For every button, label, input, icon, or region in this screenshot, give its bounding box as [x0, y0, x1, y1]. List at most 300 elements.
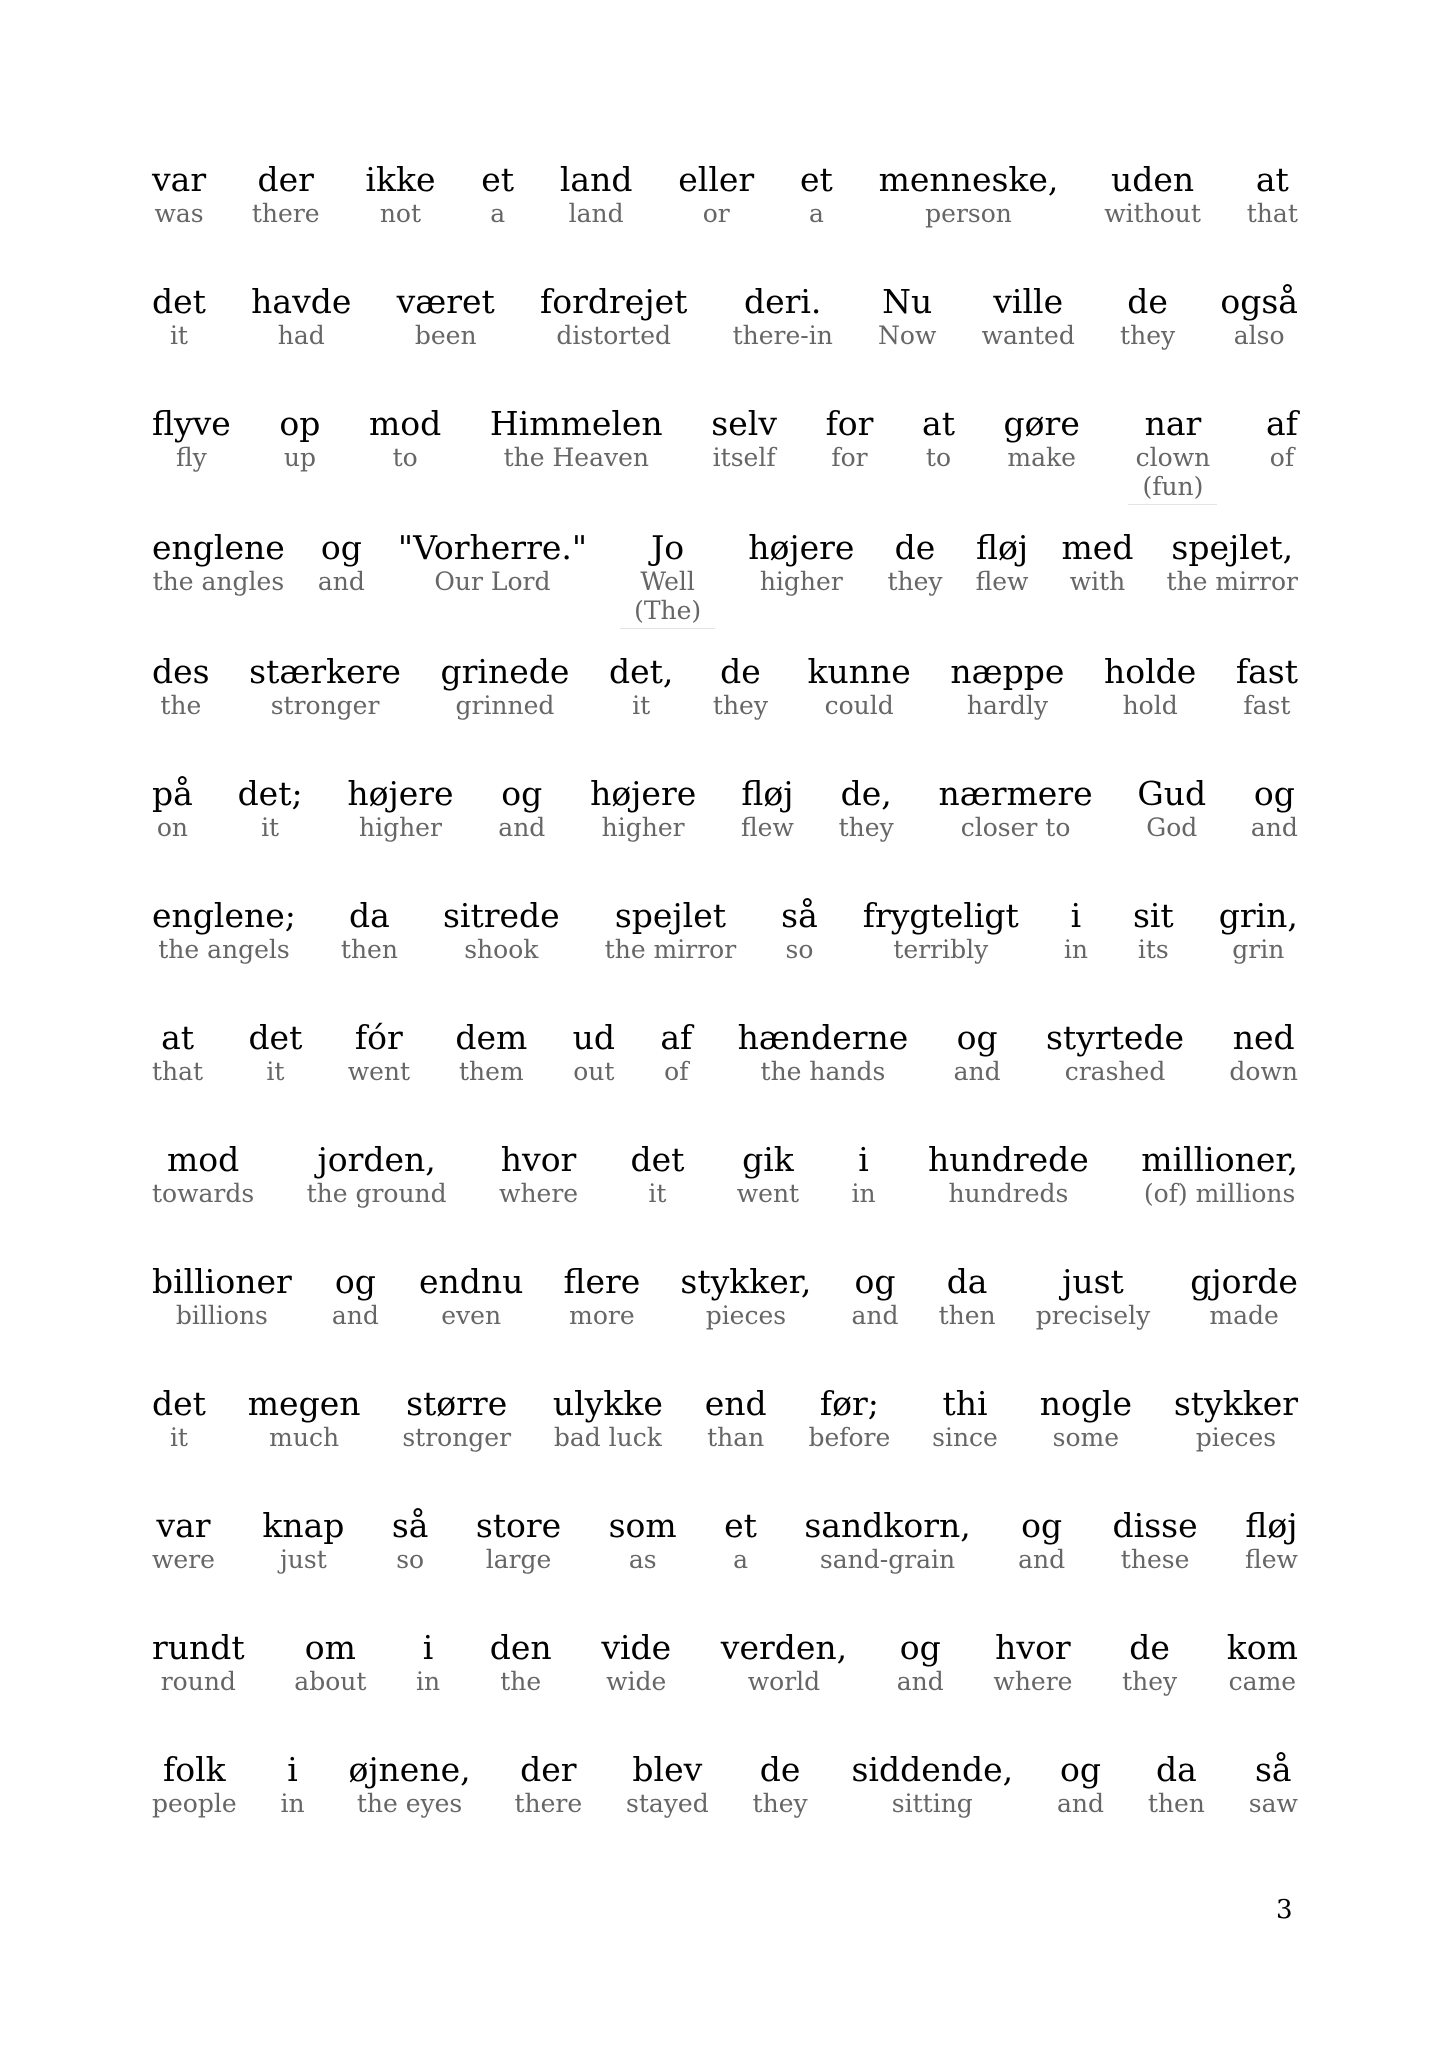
word-pair: [152, 1262, 292, 1330]
english-gloss: stronger: [402, 1423, 512, 1452]
word-pair: [711, 404, 777, 505]
danish-word: ned: [1232, 1018, 1295, 1057]
word-pair: [152, 404, 231, 505]
word-pair: [705, 1384, 767, 1452]
word-pair: [737, 1140, 799, 1208]
danish-word: og: [501, 774, 543, 813]
danish-word: just: [1062, 1262, 1124, 1301]
word-pair: [397, 282, 495, 350]
english-gloss: fast: [1243, 691, 1291, 720]
danish-word: også: [1220, 282, 1298, 321]
danish-word: endnu: [418, 1262, 524, 1301]
english-gloss: could: [824, 691, 894, 720]
english-gloss: they: [887, 567, 943, 596]
interlinear-line: [152, 1750, 1298, 1818]
danish-word: grin,: [1218, 896, 1298, 935]
word-pair: [1251, 774, 1298, 842]
english-gloss: it: [261, 813, 280, 842]
english-gloss: flew: [741, 813, 794, 842]
danish-word: og: [899, 1628, 941, 1667]
word-pair: [839, 774, 894, 842]
danish-word: ikke: [365, 160, 436, 199]
danish-word: de,: [840, 774, 892, 813]
danish-word: grinede: [440, 652, 570, 691]
interlinear-line: [152, 1140, 1298, 1208]
word-pair: [252, 160, 320, 228]
english-gloss: some: [1052, 1423, 1120, 1452]
word-pair: [281, 1750, 305, 1818]
word-pair: [152, 1018, 203, 1086]
danish-word: kunne: [807, 652, 911, 691]
english-gloss: wide: [606, 1667, 667, 1696]
danish-word: ulykke: [552, 1384, 663, 1423]
danish-word: Jo: [651, 528, 685, 567]
word-pair: [721, 1628, 847, 1696]
english-gloss-note: (fun): [1128, 472, 1217, 505]
word-pair: [499, 1140, 578, 1208]
word-pair: [982, 282, 1075, 350]
danish-word: nogle: [1039, 1384, 1133, 1423]
danish-word: blev: [632, 1750, 703, 1789]
word-pair: [950, 652, 1064, 720]
word-pair: [514, 1750, 582, 1818]
word-pair: [347, 774, 453, 842]
english-gloss: precisely: [1035, 1301, 1151, 1330]
word-pair: [630, 1140, 684, 1208]
english-gloss: the mirror: [604, 935, 737, 964]
english-gloss: and: [317, 567, 365, 596]
danish-word: op: [279, 404, 321, 443]
danish-word: kom: [1226, 1628, 1298, 1667]
danish-word: hænderne: [737, 1018, 909, 1057]
danish-word: og: [956, 1018, 998, 1057]
word-pair: [318, 528, 365, 629]
english-gloss: saw: [1248, 1789, 1298, 1818]
english-gloss: people: [152, 1789, 237, 1818]
english-gloss: flew: [975, 567, 1029, 596]
english-gloss: then: [938, 1301, 996, 1330]
english-gloss: them: [459, 1057, 524, 1086]
word-pair: [1249, 1750, 1298, 1818]
danish-word: stykker,: [680, 1262, 812, 1301]
english-gloss: and: [498, 813, 546, 842]
danish-word: flyve: [152, 404, 231, 443]
danish-word: englene: [152, 528, 285, 567]
english-gloss: large: [485, 1545, 552, 1574]
word-pair: [748, 528, 854, 629]
danish-word: det,: [608, 652, 674, 691]
word-pair: [1004, 404, 1080, 505]
danish-word: et: [481, 160, 515, 199]
interlinear-line: [152, 652, 1298, 720]
english-gloss: much: [269, 1423, 340, 1452]
danish-word: nærmere: [938, 774, 1093, 813]
danish-word: og: [1059, 1750, 1101, 1789]
danish-word: før;: [819, 1384, 879, 1423]
danish-word: flere: [563, 1262, 641, 1301]
danish-word: jorden,: [317, 1140, 436, 1179]
english-gloss: it: [648, 1179, 667, 1208]
word-pair: [476, 1506, 561, 1574]
word-pair: [152, 1384, 206, 1452]
word-pair: [826, 404, 874, 505]
danish-word: hvor: [500, 1140, 577, 1179]
danish-word: styrtede: [1046, 1018, 1185, 1057]
danish-word: end: [704, 1384, 767, 1423]
english-gloss: and: [896, 1667, 944, 1696]
english-gloss: a: [733, 1545, 748, 1574]
word-pair: [152, 160, 206, 228]
english-gloss: the: [500, 1667, 542, 1696]
word-pair: [152, 652, 210, 720]
english-gloss: in: [1063, 935, 1088, 964]
interlinear-line: [152, 1506, 1298, 1574]
word-pair: [251, 282, 351, 350]
danish-word: da: [349, 896, 390, 935]
word-pair: [1236, 652, 1298, 720]
word-pair: [738, 1018, 909, 1086]
english-gloss-note: (The): [620, 596, 715, 629]
english-gloss: it: [632, 691, 651, 720]
english-gloss: as: [628, 1545, 657, 1574]
word-pair: [481, 160, 514, 228]
word-pair: [863, 896, 1019, 964]
english-gloss: sitting: [891, 1789, 973, 1818]
english-gloss: and: [1018, 1545, 1066, 1574]
word-pair: [1122, 1628, 1177, 1696]
word-pair: [369, 404, 441, 505]
english-gloss: where: [993, 1667, 1073, 1696]
danish-word: stykker: [1173, 1384, 1298, 1423]
word-pair: [1148, 1750, 1205, 1818]
danish-word: og: [334, 1262, 376, 1301]
english-gloss: grinned: [455, 691, 555, 720]
word-pair: [922, 404, 955, 505]
english-gloss: make: [1007, 443, 1076, 472]
word-pair: [560, 160, 633, 228]
english-gloss: in: [280, 1789, 305, 1818]
english-gloss: (of) millions: [1143, 1179, 1296, 1208]
danish-word: at: [1255, 160, 1289, 199]
english-gloss: round: [160, 1667, 236, 1696]
english-gloss: towards: [152, 1179, 255, 1208]
english-gloss: terribly: [893, 935, 989, 964]
word-pair: [1062, 528, 1134, 629]
word-pair: [1036, 1262, 1151, 1330]
english-gloss: distorted: [556, 321, 672, 350]
danish-word: og: [854, 1262, 896, 1301]
word-pair: [1229, 1018, 1298, 1086]
word-pair: [152, 1506, 215, 1574]
word-pair: [851, 1750, 1013, 1818]
danish-word: større: [406, 1384, 508, 1423]
danish-word: Himmelen: [489, 404, 663, 443]
danish-word: mod: [166, 1140, 240, 1179]
english-gloss: higher: [601, 813, 685, 842]
word-pair: [392, 1506, 429, 1574]
english-gloss: and: [851, 1301, 899, 1330]
word-pair: [1227, 1628, 1298, 1696]
danish-word: det: [152, 282, 206, 321]
word-pair: [620, 528, 715, 629]
word-pair: [1133, 896, 1174, 964]
word-pair: [938, 774, 1092, 842]
danish-word: stærkere: [249, 652, 401, 691]
danish-word: og: [1021, 1506, 1063, 1545]
danish-word: at: [922, 404, 955, 443]
danish-word: højere: [748, 528, 855, 567]
interlinear-line: [152, 1384, 1298, 1452]
english-gloss: without: [1104, 199, 1201, 228]
english-gloss: out: [573, 1057, 615, 1086]
word-pair: [1137, 774, 1206, 842]
english-gloss: came: [1228, 1667, 1297, 1696]
english-gloss: to: [392, 443, 418, 472]
danish-word: det: [630, 1140, 685, 1179]
danish-word: siddende,: [851, 1750, 1014, 1789]
word-pair: [573, 1018, 615, 1086]
danish-word: havde: [251, 282, 352, 321]
danish-word: hundrede: [927, 1140, 1089, 1179]
word-pair: [808, 652, 911, 720]
word-pair: [939, 1262, 996, 1330]
danish-word: spejlet,: [1171, 528, 1294, 567]
word-pair: [1219, 896, 1298, 964]
english-gloss: even: [441, 1301, 502, 1330]
word-pair: [1104, 160, 1201, 228]
english-gloss: that: [1246, 199, 1298, 228]
danish-word: var: [152, 160, 207, 199]
danish-word: var: [156, 1506, 211, 1545]
danish-word: ville: [993, 282, 1064, 321]
english-gloss: up: [283, 443, 316, 472]
word-pair: [152, 774, 193, 842]
danish-word: fløj: [975, 528, 1029, 567]
english-gloss: then: [1147, 1789, 1205, 1818]
danish-word: af: [660, 1018, 693, 1057]
english-gloss: hold: [1122, 691, 1178, 720]
english-gloss: shook: [464, 935, 539, 964]
word-pair: [609, 1506, 677, 1574]
danish-word: gik: [742, 1140, 794, 1179]
english-gloss: and: [1056, 1789, 1104, 1818]
english-gloss: there: [514, 1789, 583, 1818]
danish-word: i: [858, 1140, 869, 1179]
word-pair: [680, 1262, 811, 1330]
danish-word: "Vorherre.": [397, 528, 588, 567]
word-pair: [455, 1018, 527, 1086]
word-pair: [887, 528, 942, 629]
danish-word: på: [152, 774, 193, 813]
word-pair: [781, 896, 818, 964]
word-pair: [348, 1018, 410, 1086]
word-pair: [152, 528, 285, 629]
english-gloss: Now: [878, 321, 937, 350]
word-pair: [808, 1384, 890, 1452]
danish-word: fløj: [741, 774, 794, 813]
english-gloss: in: [416, 1667, 441, 1696]
danish-word: thi: [942, 1384, 988, 1423]
english-gloss: grin: [1232, 935, 1285, 964]
word-pair: [678, 160, 754, 228]
english-gloss: bad luck: [553, 1423, 662, 1452]
english-gloss: hardly: [966, 691, 1048, 720]
english-gloss: Our Lord: [434, 567, 551, 596]
english-gloss: closer to: [960, 813, 1071, 842]
word-pair: [741, 774, 794, 842]
english-gloss: God: [1146, 813, 1198, 842]
english-gloss: the angels: [158, 935, 290, 964]
interlinear-line: [152, 1018, 1298, 1086]
interlinear-line: [152, 896, 1298, 964]
word-pair: [1266, 404, 1298, 505]
word-pair: [1064, 896, 1088, 964]
word-pair: [416, 1628, 440, 1696]
word-pair: [279, 404, 320, 505]
word-pair: [248, 1018, 302, 1086]
word-pair: [733, 282, 833, 350]
danish-word: holde: [1103, 652, 1197, 691]
danish-word: deri.: [743, 282, 822, 321]
word-pair: [609, 652, 673, 720]
english-gloss: a: [490, 199, 506, 228]
danish-word: frygteligt: [862, 896, 1019, 935]
english-gloss: then: [340, 935, 398, 964]
word-pair: [563, 1262, 640, 1330]
danish-word: højere: [347, 774, 454, 813]
english-gloss: down: [1229, 1057, 1298, 1086]
word-pair: [152, 1628, 245, 1696]
danish-word: det;: [237, 774, 303, 813]
english-gloss: crashed: [1064, 1057, 1166, 1086]
word-pair: [365, 160, 435, 228]
english-gloss: was: [154, 199, 204, 228]
word-pair: [1113, 1506, 1198, 1574]
danish-word: den: [489, 1628, 552, 1667]
word-pair: [1120, 282, 1175, 350]
english-gloss: higher: [759, 567, 843, 596]
word-pair: [1040, 1384, 1132, 1452]
english-gloss: it: [169, 321, 188, 350]
danish-word: ud: [572, 1018, 616, 1057]
word-pair: [851, 1140, 875, 1208]
english-gloss: and: [953, 1057, 1001, 1086]
english-gloss: these: [1120, 1545, 1190, 1574]
danish-word: rundt: [152, 1628, 245, 1667]
word-pair: [152, 1750, 237, 1818]
english-gloss: flew: [1245, 1545, 1298, 1574]
danish-word: land: [559, 160, 633, 199]
danish-word: et: [800, 160, 833, 199]
word-pair: [1174, 1384, 1298, 1452]
english-gloss: on: [156, 813, 188, 842]
word-pair: [1057, 1750, 1104, 1818]
interlinear-line: [152, 1628, 1298, 1696]
danish-word: fór: [354, 1018, 403, 1057]
danish-word: fløj: [1245, 1506, 1298, 1545]
interlinear-line: [152, 1262, 1298, 1330]
english-gloss: higher: [358, 813, 442, 842]
danish-word: gøre: [1003, 404, 1080, 443]
word-pair: [1141, 1140, 1298, 1208]
english-gloss: not: [379, 199, 422, 228]
english-gloss: before: [808, 1423, 891, 1452]
danish-word: folk: [163, 1750, 226, 1789]
english-gloss: had: [277, 321, 325, 350]
danish-word: Gud: [1137, 774, 1207, 813]
danish-word: verden,: [720, 1628, 848, 1667]
word-pair: [152, 1140, 254, 1208]
word-pair: [490, 404, 663, 505]
danish-word: selv: [711, 404, 777, 443]
word-pair: [605, 896, 737, 964]
danish-word: dem: [455, 1018, 528, 1057]
danish-word: vide: [601, 1628, 672, 1667]
danish-word: da: [1155, 1750, 1197, 1789]
word-pair: [851, 1262, 898, 1330]
english-gloss: they: [1122, 1667, 1178, 1696]
danish-word: uden: [1111, 160, 1195, 199]
english-gloss: so: [785, 935, 814, 964]
word-pair: [879, 160, 1059, 228]
english-gloss: been: [414, 321, 477, 350]
word-pair: [660, 1018, 692, 1086]
word-pair: [441, 652, 570, 720]
interlinear-line: [152, 160, 1298, 228]
danish-word: for: [825, 404, 874, 443]
word-pair: [332, 1262, 379, 1330]
danish-word: de: [1127, 282, 1168, 321]
word-pair: [753, 1750, 808, 1818]
danish-word: af: [1266, 404, 1298, 443]
word-pair: [402, 1384, 511, 1452]
word-pair: [341, 896, 398, 964]
word-pair: [419, 1262, 523, 1330]
word-pair: [1245, 1506, 1298, 1574]
english-gloss: it: [266, 1057, 285, 1086]
danish-word: og: [1253, 774, 1295, 813]
english-gloss: land: [568, 199, 624, 228]
english-gloss: where: [499, 1179, 579, 1208]
word-pair: [1128, 404, 1217, 505]
word-pair: [443, 896, 560, 964]
danish-word: i: [287, 1750, 298, 1789]
word-pair: [490, 1628, 552, 1696]
danish-word: så: [391, 1506, 429, 1545]
word-pair: [1046, 1018, 1184, 1086]
danish-word: at: [161, 1018, 195, 1057]
word-pair: [976, 528, 1029, 629]
interlinear-line: [152, 774, 1298, 842]
english-gloss: itself: [712, 443, 776, 472]
danish-word: mod: [369, 404, 442, 443]
danish-word: så: [781, 896, 818, 935]
danish-word: megen: [247, 1384, 361, 1423]
danish-word: de: [720, 652, 761, 691]
english-gloss: about: [294, 1667, 367, 1696]
english-gloss: or: [702, 199, 730, 228]
interlinear-line: [152, 404, 1298, 505]
english-gloss: since: [932, 1423, 998, 1452]
english-gloss: person: [925, 199, 1012, 228]
word-pair: [590, 774, 696, 842]
english-gloss: they: [752, 1789, 808, 1818]
word-pair: [152, 282, 206, 350]
english-gloss: the mirror: [1166, 567, 1298, 596]
word-pair: [1220, 282, 1298, 350]
word-pair: [348, 1750, 470, 1818]
danish-word: fordrejet: [540, 282, 688, 321]
